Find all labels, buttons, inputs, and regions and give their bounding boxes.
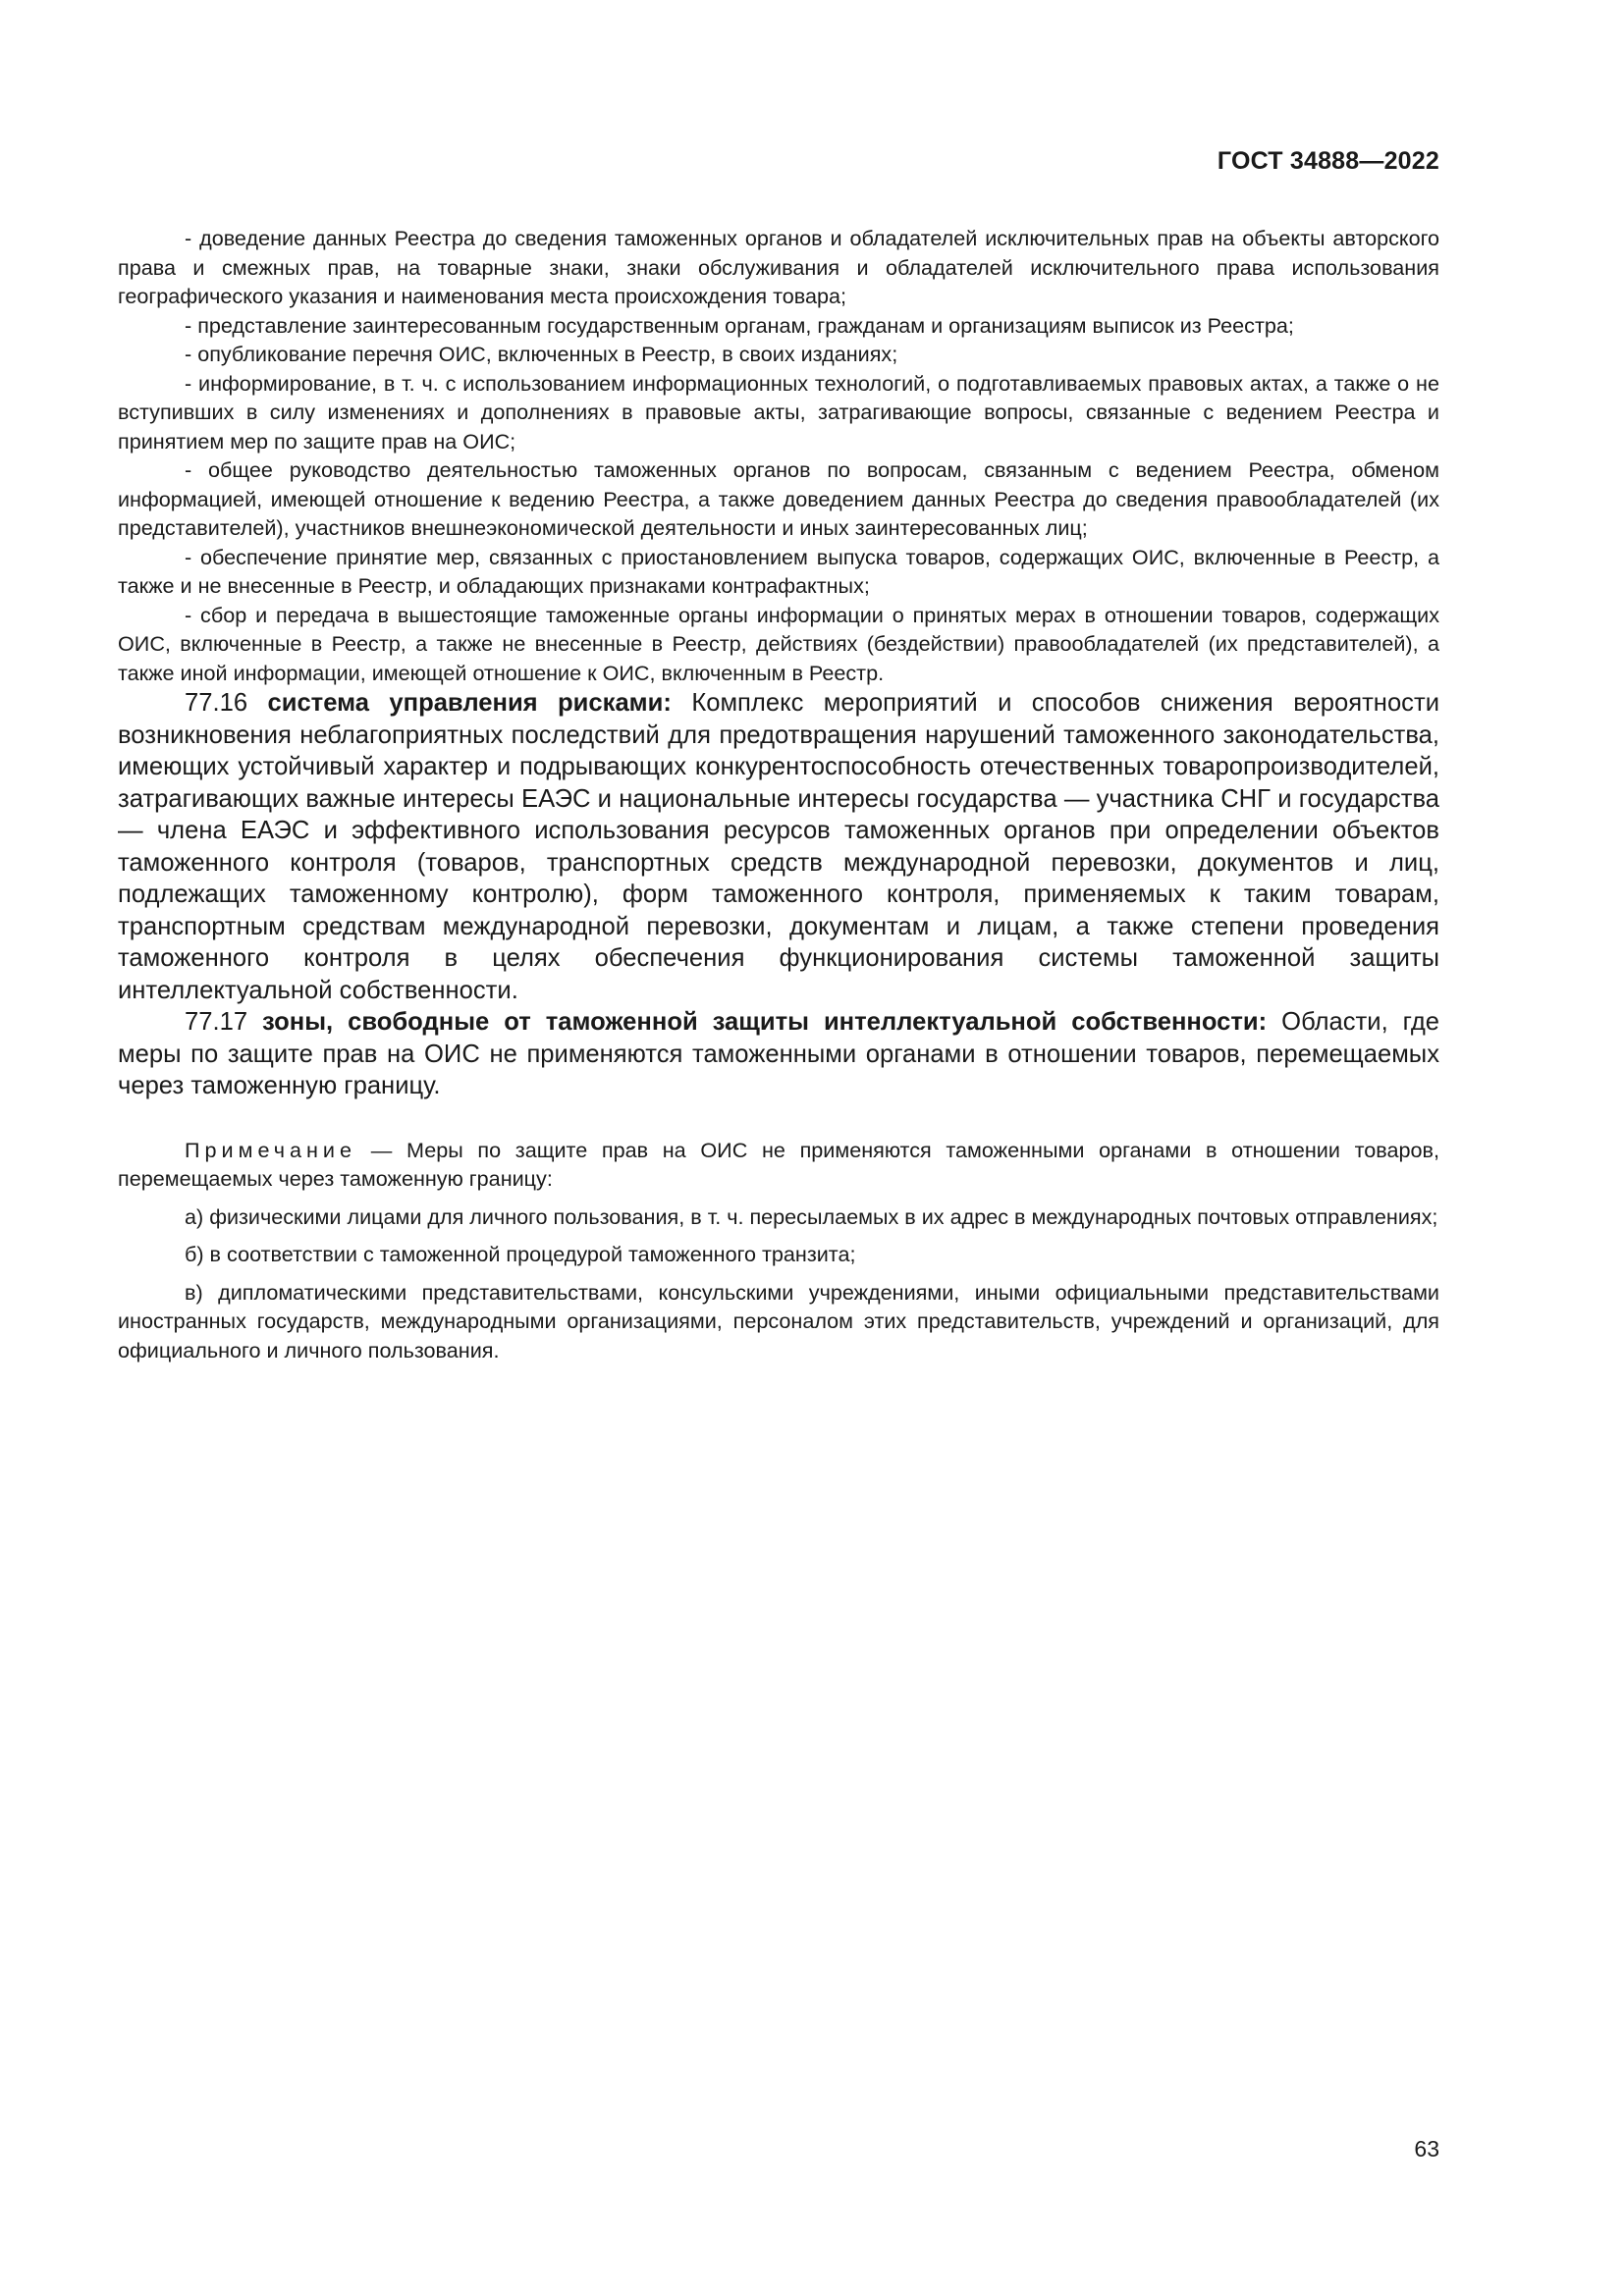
document-code-header: ГОСТ 34888—2022 <box>1217 147 1439 175</box>
definition-term: система управления рисками: <box>267 689 672 717</box>
note-label: Примечание <box>185 1137 356 1162</box>
list-item: - доведение данных Реестра до сведения таможенных органов и обладателей исключительных прав на объекты авторского права и смежных прав, на товарные знаки, знаки обслуживания и обладателей исключительного права использования географического указания и наименования места происхождения товара; <box>118 226 1439 308</box>
list-item: - общее руководство деятельностью таможенных органов по вопросам, связанным с ведением Реестра, обменом информацией, имеющей отношение к ведению Реестра, а также доведением данных Реестра до сведения правообладателей (их представителей), участников внешнеэкономической деятельности и иных заинтересованных лиц; <box>118 457 1439 540</box>
definition-number: 77.16 <box>185 689 248 717</box>
definition-text: Комплекс мероприятий и способов снижения вероятности возникновения неблагоприятных последствий для предотвращения нарушений таможенного законодательства, имеющих устойчивый характер и подрывающих конкурентоспособность отечественных товаропроизводителей, затрагивающих важные интересы ЕАЭС и национальные интересы государства — участника СНГ и государства — члена ЕАЭС и эффективного использования ресурсов таможенных органов при определении объектов таможенного контроля (товаров, транспортных средств международной перевозки, документов и лиц, подлежащих таможенному контролю), форм таможенного контроля, применяемых к таким товарам, транспортным средствам международной перевозки, документам и лицам, а также степени проведения таможенного контроля в целях обеспечения функционирования системы таможенной защиты интеллектуальной собственности. <box>118 689 1439 1004</box>
list-item: - информирование, в т. ч. с использованием информационных технологий, о подготавливаемых правовых актах, а также о не вступивших в силу изменениях и дополнениях в правовые акты, затрагивающие вопросы, связанные с ведением Реестра и принятием мер по защите прав на ОИС; <box>118 370 1439 454</box>
note-block <box>118 1136 1439 1365</box>
note-item: а) физическими лицами для личного пользования, в т. ч. пересылаемых в их адрес в международных почтовых отправлениях; <box>185 1203 1438 1229</box>
note-item: б) в соответствии с таможенной процедурой таможенного транзита; <box>185 1242 856 1266</box>
page-number: 63 <box>1414 2136 1439 2162</box>
page-content <box>118 224 1439 1373</box>
note-intro <box>118 1136 1439 1194</box>
definition-term: зоны, свободные от таможенной защиты интеллектуальной собственности: <box>262 1008 1268 1036</box>
definition-77-17 <box>118 1006 1439 1102</box>
list-item: - представление заинтересованным государственным органам, гражданам и организациям выписок из Реестра; <box>185 312 1294 338</box>
list-item: - сбор и передача в вышестоящие таможенные органы информации о принятых мерах в отношении товаров, содержащих ОИС, включенные в Реестр, а также не внесенные в Реестр, действиях (бездействии) правообладателей (их представителей), а также иной информации, имеющей отношение к ОИС, включенным в Реестр. <box>118 602 1439 685</box>
definition-77-16 <box>118 687 1439 1006</box>
list-item: - обеспечение принятие мер, связанных с приостановлением выпуска товаров, содержащих ОИС, включенные в Реестр, а также и не внесенные в Реестр, и обладающих признаками контрафактных; <box>118 544 1439 598</box>
definition-number: 77.17 <box>185 1008 248 1036</box>
note-item: в) дипломатическими представительствами, консульскими учреждениями, иными официальными представительствами иностранных государств, международными организациями, персоналом этих представительств, учреждений и организаций, для официального и личного пользования. <box>118 1279 1439 1362</box>
definition-text: Области, где меры по защите прав на ОИС не применяются таможенными органами в отношении товаров, перемещаемых через таможенную границу. <box>118 1008 1439 1099</box>
note-intro-text: — Меры по защите прав на ОИС не применяются таможенными органами в отношении товаров, перемещаемых через таможенную границу: <box>118 1137 1439 1191</box>
list-item: - опубликование перечня ОИС, включенных в Реестр, в своих изданиях; <box>185 342 898 366</box>
